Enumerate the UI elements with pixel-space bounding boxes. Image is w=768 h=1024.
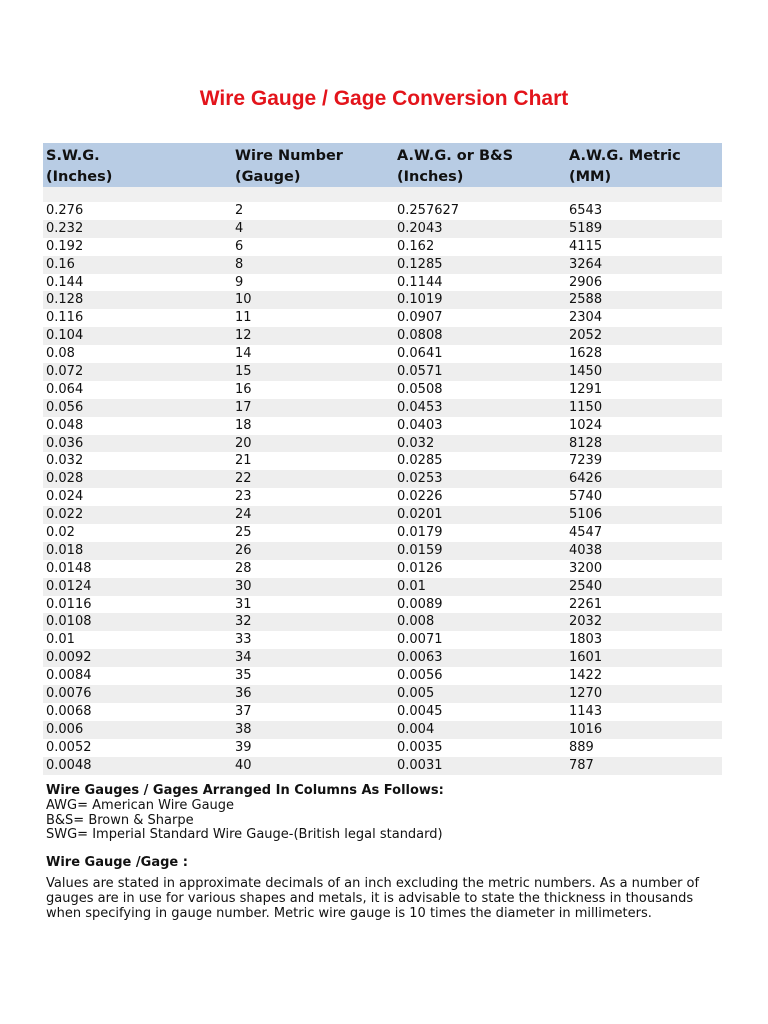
cell-awg-metric: 787	[569, 757, 594, 773]
cell-awg-metric: 1422	[569, 668, 603, 684]
cell-swg: 0.08	[46, 346, 75, 362]
cell-swg: 0.032	[46, 453, 84, 469]
cell-awg-metric: 2906	[569, 274, 603, 290]
cell-awg-metric: 2304	[569, 310, 603, 326]
cell-awg: 0.1019	[397, 292, 443, 308]
gauge-heading: Wire Gauge /Gage :	[46, 855, 188, 870]
table-row	[43, 578, 722, 596]
cell-wire-number: 37	[235, 703, 252, 719]
table-row	[43, 470, 722, 488]
cell-awg-metric: 5189	[569, 220, 603, 236]
header-spacer	[43, 187, 722, 202]
cell-wire-number: 22	[235, 471, 252, 487]
cell-awg: 0.008	[397, 614, 435, 630]
table-header	[43, 143, 722, 187]
cell-awg: 0.0089	[397, 596, 443, 612]
table-row	[43, 685, 722, 703]
cell-swg: 0.0052	[46, 739, 92, 755]
cell-swg: 0.0076	[46, 686, 92, 702]
cell-awg: 0.0508	[397, 381, 443, 397]
cell-awg-metric: 3264	[569, 256, 603, 272]
cell-awg: 0.0253	[397, 471, 443, 487]
cell-awg-metric: 2032	[569, 614, 603, 630]
cell-awg: 0.1285	[397, 256, 443, 272]
table-row	[43, 220, 722, 238]
cell-wire-number: 9	[235, 274, 244, 290]
cell-awg: 0.0571	[397, 364, 443, 380]
table-row	[43, 363, 722, 381]
cell-swg: 0.072	[46, 364, 84, 380]
cell-wire-number: 23	[235, 489, 252, 505]
cell-awg-metric: 5740	[569, 489, 603, 505]
cell-awg: 0.032	[397, 435, 435, 451]
cell-awg-metric: 7239	[569, 453, 603, 469]
header-awg-metric	[569, 146, 681, 188]
cell-awg: 0.0071	[397, 632, 443, 648]
table-row	[43, 202, 722, 220]
cell-awg-metric: 1450	[569, 364, 603, 380]
table-row	[43, 739, 722, 757]
cell-awg-metric: 1024	[569, 417, 603, 433]
header-wire-number-line1: Wire Number	[235, 148, 343, 164]
cell-awg-metric: 1601	[569, 650, 603, 666]
cell-wire-number: 40	[235, 757, 252, 773]
cell-awg-metric: 1150	[569, 399, 603, 415]
cell-swg: 0.018	[46, 542, 84, 558]
table-row	[43, 327, 722, 345]
cell-swg: 0.048	[46, 417, 84, 433]
cell-wire-number: 17	[235, 399, 252, 415]
page-title: Wire Gauge / Gage Conversion Chart	[199, 87, 569, 110]
cell-awg: 0.257627	[397, 203, 460, 218]
cell-swg: 0.0068	[46, 703, 92, 719]
header-wire-number	[235, 146, 343, 188]
header-swg	[46, 146, 112, 188]
cell-awg: 0.01	[397, 578, 426, 594]
cell-wire-number: 38	[235, 721, 252, 737]
cell-awg-metric: 8128	[569, 435, 603, 451]
cell-swg: 0.01	[46, 632, 75, 648]
header-awg-metric-line2: (MM)	[569, 169, 612, 185]
cell-awg-metric: 4115	[569, 238, 603, 254]
cell-swg: 0.0148	[46, 560, 92, 576]
table-row	[43, 542, 722, 560]
cell-awg-metric: 6543	[569, 203, 603, 218]
cell-wire-number: 6	[235, 238, 244, 254]
cell-wire-number: 21	[235, 453, 252, 469]
cell-swg: 0.0084	[46, 668, 92, 684]
cell-awg: 0.0179	[397, 525, 443, 541]
cell-swg: 0.02	[46, 525, 75, 541]
cell-wire-number: 15	[235, 364, 252, 380]
table-row	[43, 417, 722, 435]
cell-wire-number: 26	[235, 542, 252, 558]
table-row	[43, 524, 722, 542]
header-awg-line1: A.W.G. or B&S	[397, 148, 514, 164]
cell-wire-number: 31	[235, 596, 252, 612]
cell-awg: 0.0063	[397, 650, 443, 666]
cell-awg: 0.0403	[397, 417, 443, 433]
cell-swg: 0.0048	[46, 757, 92, 773]
cell-wire-number: 16	[235, 381, 252, 397]
table-row	[43, 238, 722, 256]
table-row	[43, 256, 722, 274]
header-awg-metric-line1: A.W.G. Metric	[569, 148, 681, 164]
cell-swg: 0.104	[46, 328, 84, 344]
cell-wire-number: 14	[235, 346, 252, 362]
table-row	[43, 309, 722, 327]
table-row	[43, 399, 722, 417]
cell-awg-metric: 1803	[569, 632, 603, 648]
cell-wire-number: 12	[235, 328, 252, 344]
conversion-table	[43, 143, 722, 775]
cell-awg-metric: 3200	[569, 560, 603, 576]
cell-awg: 0.0808	[397, 328, 443, 344]
cell-swg: 0.006	[46, 721, 84, 737]
cell-wire-number: 11	[235, 310, 252, 326]
cell-awg-metric: 1270	[569, 686, 603, 702]
cell-swg: 0.0092	[46, 650, 92, 666]
cell-awg-metric: 6426	[569, 471, 603, 487]
cell-wire-number: 25	[235, 525, 252, 541]
table-row	[43, 506, 722, 524]
cell-wire-number: 32	[235, 614, 252, 630]
header-swg-line2: (Inches)	[46, 169, 113, 185]
notes-section	[46, 784, 726, 843]
notes-heading: Wire Gauges / Gages Arranged In Columns As Follows:	[46, 783, 444, 798]
cell-awg: 0.0031	[397, 757, 443, 773]
cell-swg: 0.0116	[46, 596, 92, 612]
table-row	[43, 703, 722, 721]
cell-awg: 0.0201	[397, 507, 443, 523]
cell-awg-metric: 2261	[569, 596, 603, 612]
table-row	[43, 631, 722, 649]
table-row	[43, 274, 722, 292]
cell-awg: 0.1144	[397, 274, 443, 290]
cell-swg: 0.144	[46, 274, 84, 290]
table-row	[43, 381, 722, 399]
cell-awg-metric: 2052	[569, 328, 603, 344]
cell-swg: 0.192	[46, 238, 84, 254]
cell-awg: 0.0126	[397, 560, 443, 576]
table-row	[43, 435, 722, 453]
cell-wire-number: 30	[235, 578, 252, 594]
note-swg: SWG= Imperial Standard Wire Gauge-(British legal standard)	[46, 827, 443, 843]
cell-awg-metric: 4038	[569, 542, 603, 558]
table-row	[43, 488, 722, 506]
cell-awg: 0.0453	[397, 399, 443, 415]
cell-wire-number: 34	[235, 650, 252, 666]
header-awg-line2: (Inches)	[397, 169, 464, 185]
cell-awg-metric: 4547	[569, 525, 603, 541]
cell-swg: 0.276	[46, 203, 84, 218]
cell-awg-metric: 1291	[569, 381, 603, 397]
table-row	[43, 291, 722, 309]
cell-awg-metric: 1628	[569, 346, 603, 362]
cell-swg: 0.022	[46, 507, 84, 523]
cell-awg: 0.2043	[397, 220, 443, 236]
cell-wire-number: 36	[235, 686, 252, 702]
cell-swg: 0.056	[46, 399, 84, 415]
header-wire-number-line2: (Gauge)	[235, 169, 301, 185]
cell-awg-metric: 889	[569, 739, 594, 755]
table-body	[43, 202, 722, 775]
cell-swg: 0.024	[46, 489, 84, 505]
cell-awg: 0.0907	[397, 310, 443, 326]
note-bs: B&S= Brown & Sharpe	[46, 812, 194, 828]
cell-awg: 0.0285	[397, 453, 443, 469]
table-row	[43, 757, 722, 775]
cell-awg: 0.0045	[397, 703, 443, 719]
cell-wire-number: 18	[235, 417, 252, 433]
header-swg-line1: S.W.G.	[46, 148, 100, 164]
cell-swg: 0.0108	[46, 614, 92, 630]
table-row	[43, 452, 722, 470]
cell-wire-number: 28	[235, 560, 252, 576]
table-row	[43, 596, 722, 614]
cell-awg-metric: 2588	[569, 292, 603, 308]
cell-swg: 0.116	[46, 310, 84, 326]
cell-awg: 0.0226	[397, 489, 443, 505]
cell-wire-number: 4	[235, 220, 244, 236]
cell-awg-metric: 2540	[569, 578, 603, 594]
cell-awg: 0.0056	[397, 668, 443, 684]
cell-swg: 0.0124	[46, 578, 92, 594]
cell-swg: 0.036	[46, 435, 84, 451]
header-awg	[397, 146, 513, 188]
table-row	[43, 667, 722, 685]
gauge-description: Values are stated in approximate decimals of an inch excluding the metric numbers. As a number of gauges are in use for various shapes and metals, it is advisable to state the thickness in thousands when specifying in gauge number. Metric wire gauge is 10 times the diameter in millimeters.	[46, 876, 700, 921]
note-awg: AWG= American Wire Gauge	[46, 797, 235, 813]
cell-wire-number: 2	[235, 203, 244, 218]
cell-wire-number: 35	[235, 668, 252, 684]
table-row	[43, 613, 722, 631]
cell-awg: 0.0035	[397, 739, 443, 755]
cell-awg: 0.005	[397, 686, 435, 702]
cell-awg-metric: 1016	[569, 721, 603, 737]
cell-wire-number: 8	[235, 256, 244, 272]
cell-wire-number: 10	[235, 292, 252, 308]
cell-wire-number: 39	[235, 739, 252, 755]
cell-swg: 0.16	[46, 256, 75, 272]
cell-swg: 0.128	[46, 292, 84, 308]
cell-swg: 0.232	[46, 220, 84, 236]
table-row	[43, 649, 722, 667]
cell-awg-metric: 5106	[569, 507, 603, 523]
table-row	[43, 721, 722, 739]
cell-swg: 0.028	[46, 471, 84, 487]
table-row	[43, 560, 722, 578]
cell-wire-number: 20	[235, 435, 252, 451]
cell-awg: 0.0159	[397, 542, 443, 558]
cell-wire-number: 33	[235, 632, 252, 648]
cell-awg: 0.162	[397, 238, 435, 254]
cell-awg-metric: 1143	[569, 703, 603, 719]
cell-awg: 0.0641	[397, 346, 443, 362]
cell-awg: 0.004	[397, 721, 435, 737]
table-row	[43, 345, 722, 363]
cell-swg: 0.064	[46, 381, 84, 397]
cell-wire-number: 24	[235, 507, 252, 523]
